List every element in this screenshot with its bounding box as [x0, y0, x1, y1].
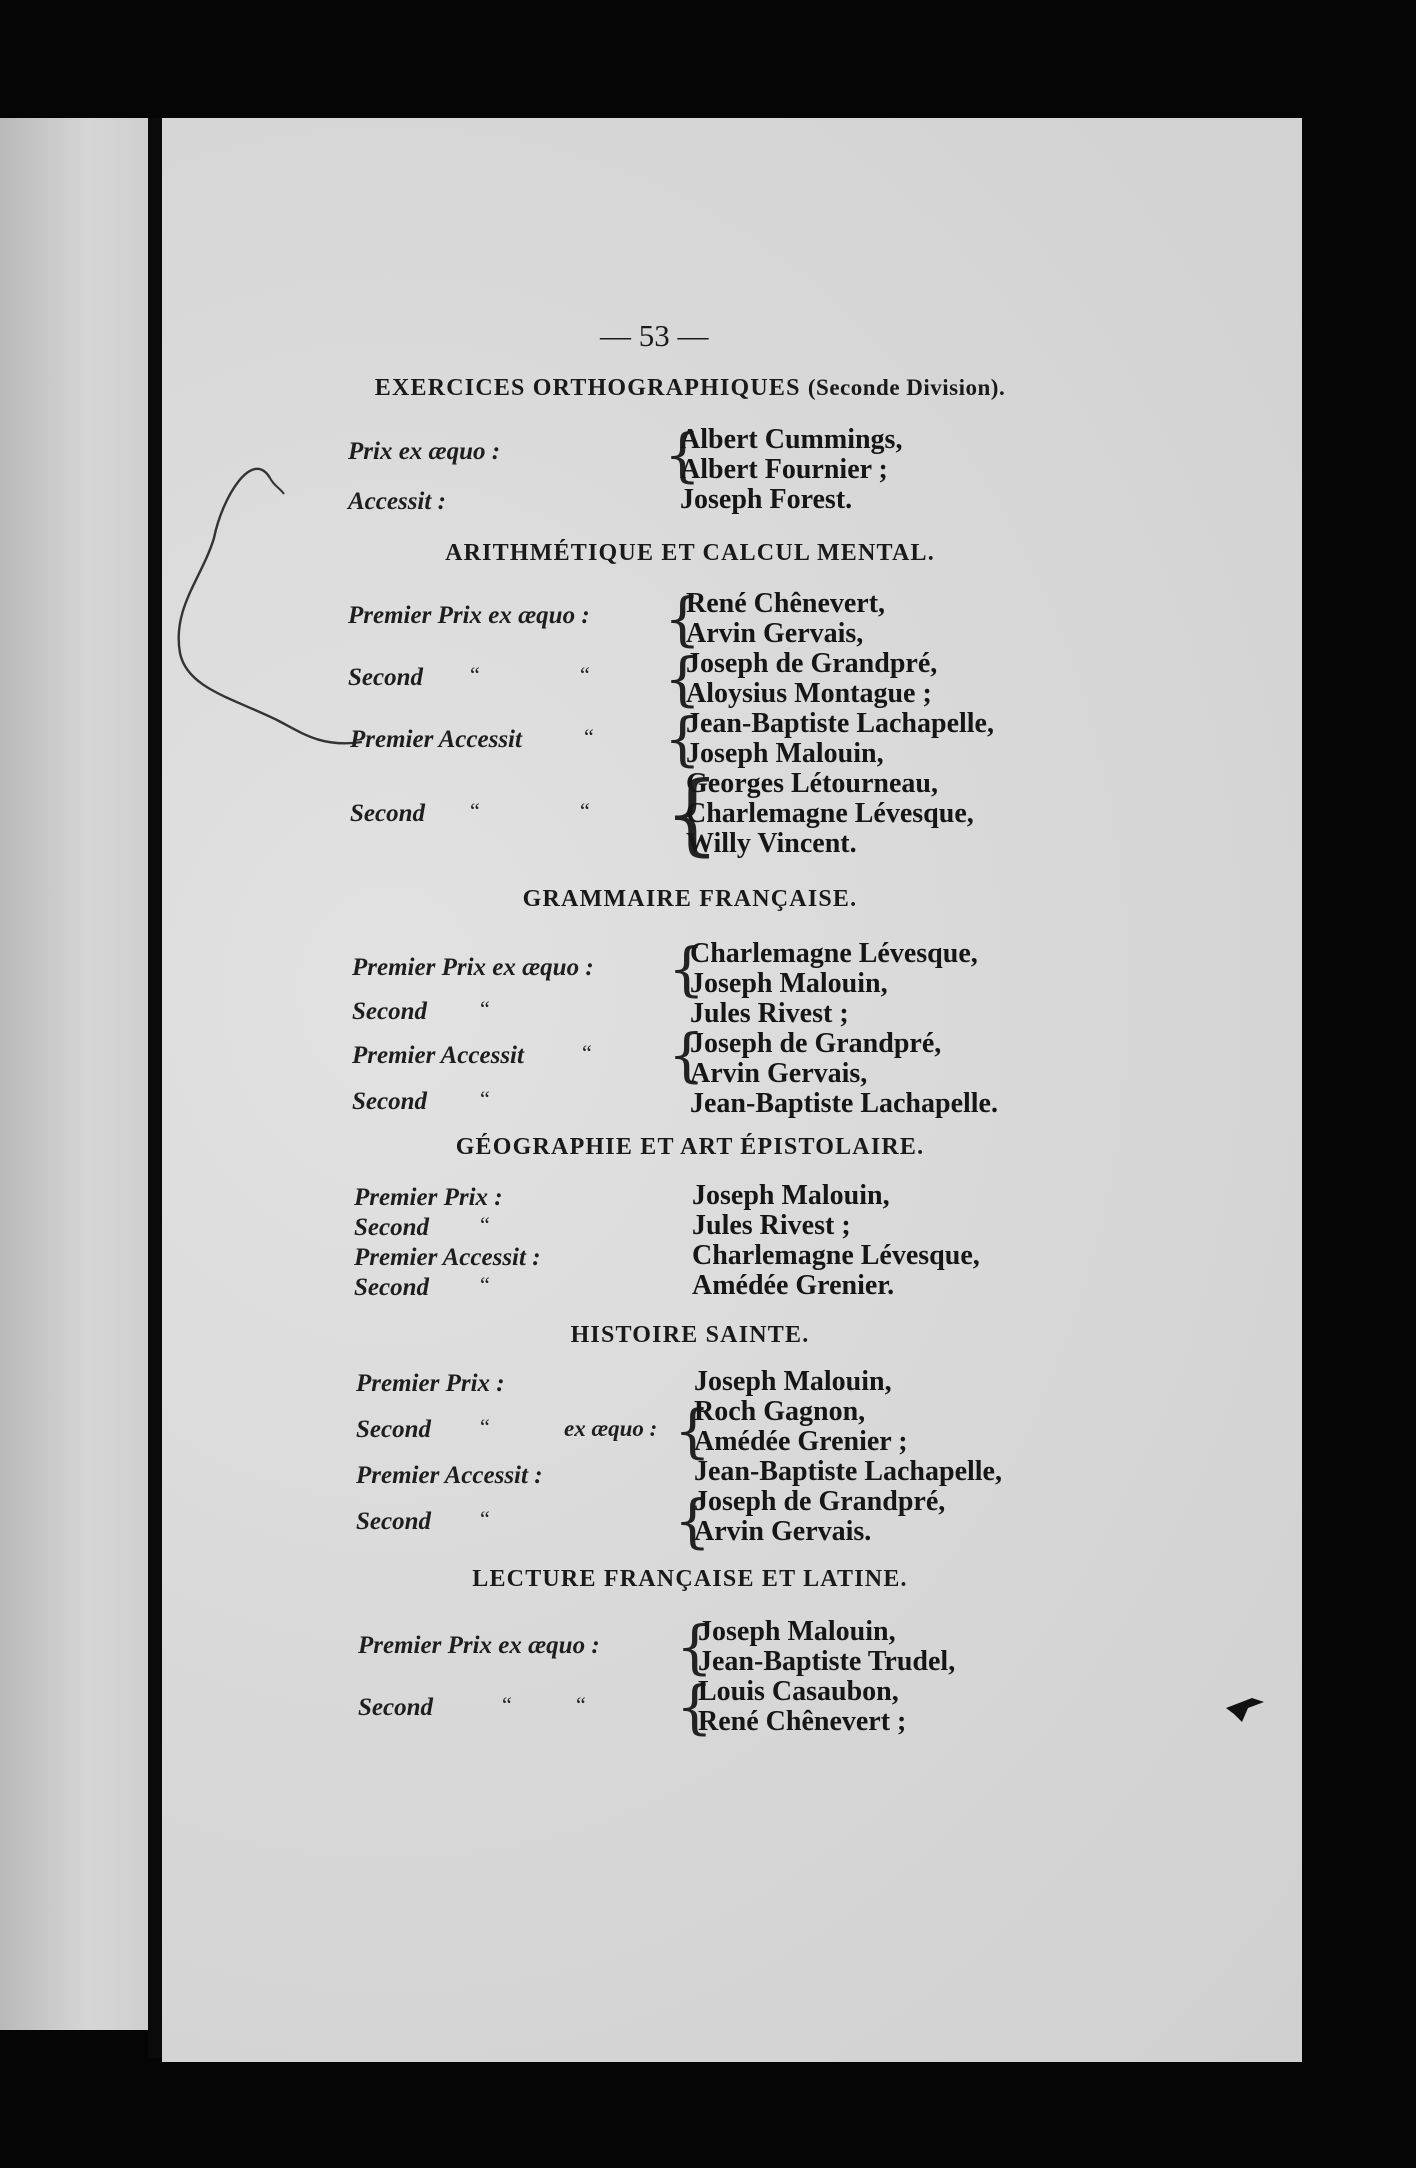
award-label: Premier Accessit	[350, 726, 522, 753]
section-heading: GRAMMAIRE FRANÇAISE.	[522, 886, 858, 912]
brace-icon: {	[676, 1613, 713, 1681]
award-label: Second	[354, 1214, 429, 1241]
award-label: Second	[350, 800, 425, 827]
section-heading: ARITHMÉTIQUE ET CALCUL MENTAL.	[445, 540, 935, 566]
brace-icon: {	[664, 645, 701, 713]
award-label: Premier Prix ex æquo :	[352, 954, 594, 981]
section-heading: LECTURE FRANÇAISE ET LATINE.	[472, 1566, 908, 1592]
ditto-mark: “	[580, 662, 590, 687]
award-label: Premier Accessit :	[354, 1244, 541, 1271]
winner-name: Jean-Baptiste Lachapelle,	[686, 708, 994, 739]
award-label: Second	[348, 664, 423, 691]
winner-name: Joseph de Grandpré,	[686, 648, 938, 679]
ditto-mark: “	[576, 1692, 586, 1717]
ditto-mark: “	[502, 1692, 512, 1717]
winner-name: Joseph Malouin,	[692, 1180, 890, 1211]
winner-name: Amédée Grenier.	[692, 1270, 895, 1301]
ditto-mark: “	[584, 724, 594, 749]
brace-icon: {	[664, 585, 701, 653]
winner-name: Jules Rivest ;	[692, 1210, 851, 1241]
winner-name: Charlemagne Lévesque,	[692, 1240, 980, 1271]
winner-name: Arvin Gervais.	[694, 1516, 872, 1547]
ditto-mark: “	[470, 798, 480, 823]
section-heading	[330, 375, 1050, 402]
winner-name: Joseph de Grandpré,	[690, 1028, 942, 1059]
award-label: Second	[352, 998, 427, 1025]
section-arithmetique	[330, 540, 1050, 567]
page-gutter	[148, 118, 162, 2058]
award-label: Premier Prix ex æquo :	[358, 1632, 600, 1659]
section-geographie	[330, 1134, 1050, 1161]
ditto-mark: “	[480, 1212, 490, 1237]
section-heading: HISTOIRE SAINTE.	[570, 1322, 810, 1348]
winner-name: Aloysius Montague ;	[686, 678, 932, 709]
ditto-mark: “	[480, 1414, 490, 1439]
winner-name: Arvin Gervais,	[686, 618, 864, 649]
section-histoire	[330, 1322, 1050, 1349]
section-lecture	[330, 1566, 1050, 1593]
winner-name: Arvin Gervais,	[690, 1058, 868, 1089]
pencil-mark	[162, 458, 372, 778]
winner-name: Charlemagne Lévesque,	[690, 938, 978, 969]
brace-icon: {	[664, 705, 701, 773]
winner-name: Joseph Malouin,	[694, 1366, 892, 1397]
brace-icon: {	[674, 1397, 711, 1465]
ditto-mark: “	[480, 996, 490, 1021]
award-label: Premier Accessit :	[356, 1462, 543, 1489]
winner-name: René Chênevert,	[686, 588, 886, 619]
award-label: ex æquo :	[564, 1416, 658, 1441]
award-label: Premier Prix :	[354, 1184, 503, 1211]
award-label: Second	[354, 1274, 429, 1301]
winner-name: Jean-Baptiste Lachapelle,	[694, 1456, 1002, 1487]
award-label: Accessit :	[348, 488, 446, 515]
winner-name: Jules Rivest ;	[690, 998, 849, 1029]
winner-name: Albert Cummings,	[680, 424, 903, 455]
heading-suffix: (Seconde Division).	[807, 375, 1006, 400]
ditto-mark: “	[582, 1040, 592, 1065]
brace-icon: {	[664, 762, 720, 865]
ditto-mark: “	[580, 798, 590, 823]
winner-name: Jean-Baptiste Lachapelle.	[690, 1088, 998, 1119]
winner-name: Amédée Grenier ;	[694, 1426, 908, 1457]
award-label: Prix ex æquo :	[348, 438, 501, 465]
winner-name: René Chênevert ;	[698, 1706, 907, 1737]
ditto-mark: “	[480, 1506, 490, 1531]
brace-icon: {	[664, 421, 701, 489]
brace-icon: {	[668, 935, 705, 1003]
brace-icon: {	[668, 1021, 705, 1089]
section-grammaire	[330, 886, 1050, 913]
winner-name: Joseph Malouin,	[690, 968, 888, 999]
award-label: Second	[358, 1694, 433, 1721]
ditto-mark: “	[480, 1272, 490, 1297]
award-label: Premier Accessit	[352, 1042, 524, 1069]
winner-name: Jean-Baptiste Trudel,	[698, 1646, 956, 1677]
winner-name: Georges Létourneau,	[686, 768, 938, 799]
winner-name: Louis Casaubon,	[698, 1676, 899, 1707]
section-orthographe	[330, 375, 1050, 402]
winner-name: Joseph Malouin,	[698, 1616, 896, 1647]
winner-name: Joseph de Grandpré,	[694, 1486, 946, 1517]
ink-blot	[1222, 1690, 1266, 1726]
award-label: Premier Prix ex æquo :	[348, 602, 590, 629]
winner-name: Roch Gagnon,	[694, 1396, 866, 1427]
ditto-mark: “	[480, 1086, 490, 1111]
award-label: Second	[356, 1508, 431, 1535]
brace-icon: {	[674, 1487, 711, 1555]
award-label: Second	[356, 1416, 431, 1443]
facing-page-edge	[0, 118, 148, 2030]
award-label: Premier Prix :	[356, 1370, 505, 1397]
brace-icon: {	[676, 1673, 713, 1741]
heading-text: EXERCICES ORTHOGRAPHIQUES	[374, 375, 801, 401]
winner-name: Willy Vincent.	[686, 828, 857, 859]
winner-name: Charlemagne Lévesque,	[686, 798, 974, 829]
winner-name: Albert Fournier ;	[680, 454, 888, 485]
winner-name: Joseph Malouin,	[686, 738, 884, 769]
section-heading: GÉOGRAPHIE ET ART ÉPISTOLAIRE.	[455, 1134, 925, 1160]
winner-name: Joseph Forest.	[680, 484, 853, 515]
award-label: Second	[352, 1088, 427, 1115]
page-number: — 53 —	[600, 318, 709, 353]
ditto-mark: “	[470, 662, 480, 687]
